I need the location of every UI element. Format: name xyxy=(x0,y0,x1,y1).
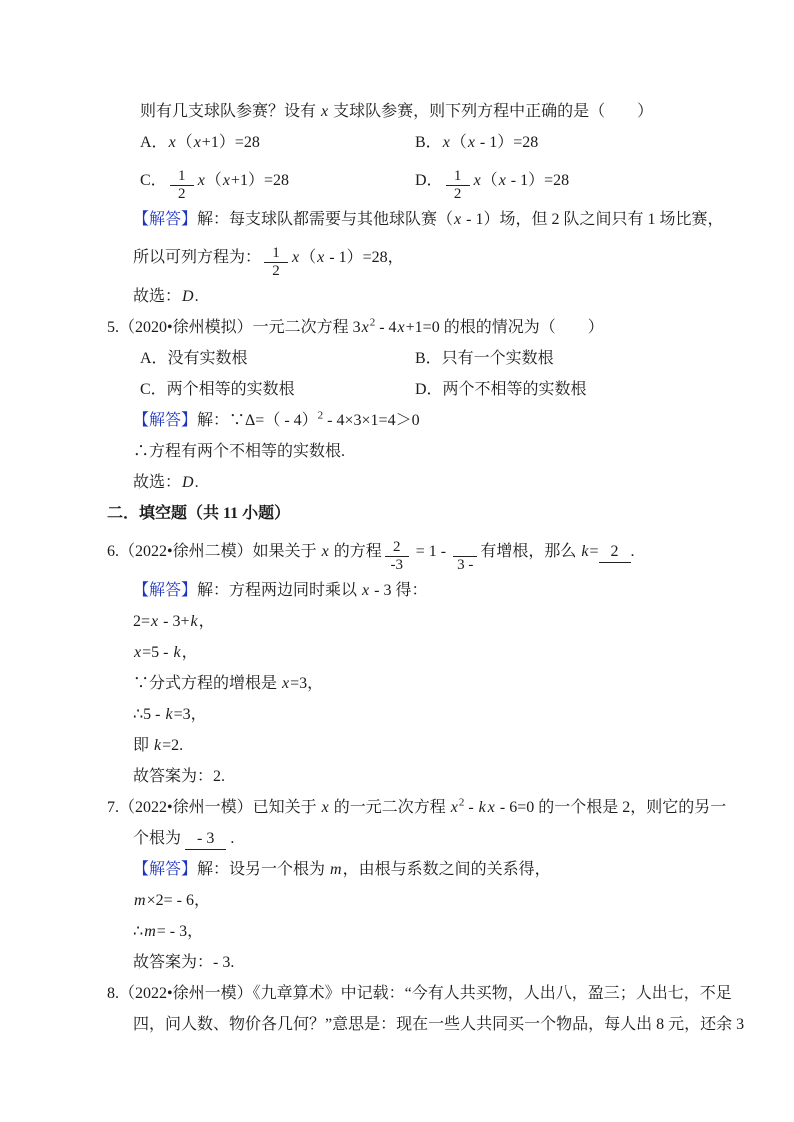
text: - 1）=28 xyxy=(506,172,570,189)
text: 故答案为：- 3. xyxy=(133,954,235,971)
text: - 4×3×1=4＞0 xyxy=(323,412,420,429)
text: - 4 xyxy=(375,319,397,336)
math-variable: x xyxy=(487,799,495,816)
text: ∴方程有两个不相等的实数根. xyxy=(133,443,346,460)
math-variable: D xyxy=(182,288,194,305)
math-variable: x xyxy=(361,319,369,336)
math-variable: x xyxy=(168,134,176,151)
text: 6.（2022•徐州二模）如果关于 xyxy=(107,543,321,560)
text: 7.（2022•徐州一模）已知关于 xyxy=(107,799,321,816)
text: 个根为 xyxy=(133,830,186,847)
text: - 6=0 的一个根是 2，则它的另一 xyxy=(495,799,727,816)
text: 解：∵Δ=（ - 4） xyxy=(197,412,318,429)
text: A． xyxy=(140,134,168,151)
math-variable: x xyxy=(498,172,506,189)
text: =5 - xyxy=(142,644,173,661)
q5-options-row-1 xyxy=(140,343,704,374)
math-variable: x xyxy=(193,134,201,151)
fraction-numerator: 2 xyxy=(392,539,401,555)
q5-solution-line-1 xyxy=(133,405,704,436)
fraction-denominator: 3 - xyxy=(453,556,477,574)
q5-option-c xyxy=(140,374,415,405)
solution-label: 【解答】 xyxy=(133,861,198,878)
text: - 3+ xyxy=(159,613,190,630)
text: = xyxy=(589,543,599,560)
text: - 1）=28 xyxy=(475,134,539,151)
math-variable: x xyxy=(321,543,329,560)
fraction xyxy=(264,245,288,280)
text: 2= xyxy=(133,613,151,630)
q7-title-line-1 xyxy=(107,792,727,823)
superscript: 2 xyxy=(317,409,324,422)
text: （ xyxy=(205,172,222,189)
fraction-numerator: 1 xyxy=(453,168,462,184)
math-variable: x xyxy=(151,613,159,630)
text: . xyxy=(630,543,635,560)
math-variable: k xyxy=(154,737,162,754)
q6-solution-line-4 xyxy=(133,668,704,699)
text: （ xyxy=(481,172,498,189)
q6-solution-line-3 xyxy=(133,637,704,668)
text: B． xyxy=(415,134,442,151)
text: （ xyxy=(300,249,317,266)
text: 8.（2022•徐州一模）《九章算术》中记载：“今有人共买物，人出八，盈三；人出七，不足 xyxy=(107,985,732,1002)
q6-solution-line-6 xyxy=(133,730,704,761)
q6-answer-line xyxy=(133,761,704,792)
text: 解：每支球队都需要与其他球队赛（ xyxy=(197,211,454,228)
q4-intro xyxy=(140,96,704,127)
math-variable: x xyxy=(450,799,458,816)
text: ∴5 - xyxy=(133,706,165,723)
text: D．两个不相等的实数根 xyxy=(415,381,587,398)
text: （ xyxy=(450,134,467,151)
solution-label: 【解答】 xyxy=(133,582,198,599)
fraction xyxy=(446,168,470,203)
text: - xyxy=(464,799,478,816)
text: . xyxy=(194,288,199,305)
math-variable: m xyxy=(330,861,342,878)
text: ， xyxy=(198,613,215,630)
superscript: 2 xyxy=(458,796,465,809)
text: +1=0 的根的情况为（ ） xyxy=(405,319,604,336)
fraction-denominator: -3 xyxy=(385,556,409,574)
text: =3， xyxy=(173,706,207,723)
text: 所以可列方程为： xyxy=(133,249,262,266)
section-header-fill-in xyxy=(107,498,704,529)
math-variable: x xyxy=(442,134,450,151)
text: 则有几支球队参赛？设有 xyxy=(140,103,321,120)
text: ，由根与系数之间的关系得， xyxy=(342,861,551,878)
math-variable: x xyxy=(397,319,405,336)
text: 的方程 xyxy=(329,543,382,560)
math-variable: x xyxy=(197,172,205,189)
math-variable: x xyxy=(321,103,329,120)
text: ∵分式方程的增根是 xyxy=(133,675,282,692)
math-variable: x xyxy=(282,675,290,692)
q5-title xyxy=(107,312,704,343)
answer-blank: - 3 xyxy=(185,829,226,850)
text: 四，问人数、物价各几何？”意思是：现在一些人共同买一个物品，每人出 8 元，还余 3 xyxy=(133,1016,745,1033)
text: = - 3， xyxy=(156,923,204,940)
fraction xyxy=(385,539,409,574)
fraction-numerator: 1 xyxy=(272,245,280,261)
fraction-numerator xyxy=(453,539,477,556)
text: 故选： xyxy=(133,474,182,491)
text: 5.（2020•徐州模拟）一元二次方程 3 xyxy=(107,319,361,336)
text: - 1）=28， xyxy=(325,249,404,266)
q5-answer-line xyxy=(133,467,704,498)
document-body xyxy=(107,96,745,1040)
math-variable: k xyxy=(581,543,589,560)
text: （ xyxy=(176,134,193,151)
q7-title-line-2 xyxy=(133,823,704,854)
q6-solution-line-1 xyxy=(133,575,704,606)
q5-option-a xyxy=(140,343,415,374)
fraction xyxy=(453,539,477,574)
fraction-denominator: 2 xyxy=(264,262,288,280)
math-variable: k xyxy=(165,706,173,723)
text: 有增根，那么 xyxy=(480,543,581,560)
q4-option-c xyxy=(140,158,415,204)
math-variable: k xyxy=(190,613,198,630)
q4-solution-line-2 xyxy=(133,235,704,281)
q4-option-b xyxy=(415,127,538,158)
text: ∴ xyxy=(133,923,144,940)
text: 的一元二次方程 xyxy=(329,799,450,816)
math-variable: x xyxy=(222,172,230,189)
text: B．只有一个实数根 xyxy=(415,350,554,367)
text: 解：方程两边同时乘以 xyxy=(197,582,362,599)
text: C．两个相等的实数根 xyxy=(140,381,295,398)
q4-options-row-2 xyxy=(140,158,704,204)
math-variable: x xyxy=(317,249,325,266)
text: ， xyxy=(181,644,198,661)
math-variable: m xyxy=(134,892,146,909)
fraction-denominator: 2 xyxy=(446,185,470,203)
q4-option-a xyxy=(140,127,415,158)
fraction-numerator: 1 xyxy=(177,168,186,184)
q7-solution-line-3 xyxy=(133,916,704,947)
fraction xyxy=(170,168,194,203)
q5-options-row-2 xyxy=(140,374,704,405)
math-variable: k xyxy=(478,799,486,816)
math-variable: x xyxy=(362,582,370,599)
q7-solution-line-1 xyxy=(133,854,704,885)
text: 故答案为：2. xyxy=(133,768,226,785)
text: 二．填空题（共 11 小题） xyxy=(107,505,291,522)
text: - 1）场，但 2 队之间只有 1 场比赛， xyxy=(462,211,724,228)
q4-answer-line xyxy=(133,281,704,312)
solution-label: 【解答】 xyxy=(133,211,198,228)
solution-label: 【解答】 xyxy=(133,412,198,429)
q6-solution-line-5 xyxy=(133,699,704,730)
math-variable: D xyxy=(182,474,194,491)
answer-blank: 2 xyxy=(599,542,631,563)
text: A．没有实数根 xyxy=(140,350,248,367)
math-variable: x xyxy=(321,799,329,816)
text: 故选： xyxy=(133,288,182,305)
text: ×2= - 6， xyxy=(146,892,210,909)
q8-title-line-2 xyxy=(133,1009,745,1040)
text: = 1 - xyxy=(411,543,451,560)
q4-options-row-1 xyxy=(140,127,704,158)
q6-solution-line-2 xyxy=(133,606,704,637)
q5-solution-line-2 xyxy=(133,436,704,467)
math-variable: x xyxy=(292,249,300,266)
q5-option-b xyxy=(415,343,554,374)
math-variable: k xyxy=(173,644,181,661)
q6-title xyxy=(107,529,704,575)
math-variable: x xyxy=(473,172,481,189)
text: C． xyxy=(140,172,167,189)
math-variable: m xyxy=(144,923,156,940)
text: +1）=28 xyxy=(230,172,289,189)
math-variable: x xyxy=(134,644,142,661)
q7-solution-line-2 xyxy=(133,885,704,916)
superscript: 2 xyxy=(369,316,376,329)
math-variable: x xyxy=(467,134,475,151)
math-variable: x xyxy=(454,211,462,228)
q8-title-line-1 xyxy=(107,978,732,1009)
text: . xyxy=(194,474,199,491)
text: 支球队参赛，则下列方程中正确的是（ ） xyxy=(329,103,654,120)
fraction-denominator: 2 xyxy=(170,185,194,203)
text: =2. xyxy=(162,737,184,754)
q5-option-d xyxy=(415,374,587,405)
text: . xyxy=(226,830,235,847)
text: 解：设另一个根为 xyxy=(197,861,330,878)
q4-option-d xyxy=(415,158,569,204)
text: 即 xyxy=(133,737,154,754)
text: D． xyxy=(415,172,443,189)
q4-solution-line-1 xyxy=(133,204,724,235)
q7-answer-line xyxy=(133,947,704,978)
text: - 3 得： xyxy=(370,582,428,599)
text: =3， xyxy=(290,675,324,692)
text: +1）=28 xyxy=(201,134,260,151)
